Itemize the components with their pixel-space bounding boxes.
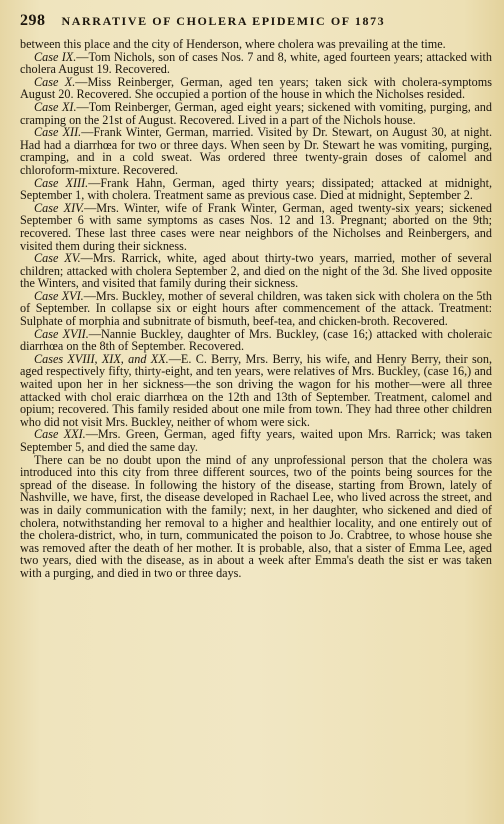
case-label: Case XV. bbox=[34, 251, 81, 266]
case-paragraph bbox=[20, 290, 492, 328]
paragraph-text: between this place and the city of Henderson, where cholera was prevailing at the time. bbox=[20, 37, 446, 51]
case-paragraph bbox=[20, 252, 492, 290]
case-paragraph bbox=[20, 428, 492, 453]
page-number: 298 bbox=[20, 12, 46, 29]
case-text: —Mrs. Rarrick, white, aged about thirty-two years, married, mother of several children; attacked with cholera September 2, and died on the night of the 3d. She lived opposite the Winters, and visited that family during their sickness. bbox=[20, 251, 492, 291]
case-label: Case IX. bbox=[34, 49, 77, 64]
case-text: —E. C. Berry, Mrs. Berry, his wife, and Henry Berry, their son, aged respectively fifty, thirty-eight, and ten years, were relatives of Mrs. Buckley, (case 16,) and waited upon her in her sickness—the son driving the wagon for his mother—were all three attacked with chol eraic diarrhœa on the 12th and 13th of September. Treatment, calomel and opium; recovered. This family resided about one mile from town. They had three other children who did not visit Mrs. Buckley, neither of whom were sick. bbox=[20, 351, 492, 429]
case-label: Cases XVIII, XIX, and XX. bbox=[34, 351, 169, 366]
case-label: Case XII. bbox=[34, 125, 82, 140]
case-label: Case XXI. bbox=[34, 427, 86, 442]
case-paragraph bbox=[20, 126, 492, 176]
case-text: —Tom Nichols, son of cases Nos. 7 and 8, white, aged fourteen years; attacked with cholera August 19. Recovered. bbox=[20, 49, 492, 77]
case-text: —Frank Hahn, German, aged thirty years; dissipated; attacked at midnight, September 1, with cholera. Treatment same as previous case. Died at midnight, September 2. bbox=[20, 175, 492, 203]
case-paragraph bbox=[20, 101, 492, 126]
running-title: NARRATIVE OF CHOLERA EPIDEMIC OF 1873 bbox=[61, 14, 386, 28]
case-text: —Tom Reinberger, German, aged eight years; sickened with vomiting, purging, and cramping on the 21st of August. Recovered. Lived in a part of the Nichols house. bbox=[20, 99, 492, 127]
case-label: Case XIV. bbox=[34, 200, 85, 215]
case-label: Case X. bbox=[34, 74, 76, 89]
case-paragraph bbox=[20, 202, 492, 252]
paragraph bbox=[20, 454, 492, 580]
page-body bbox=[20, 38, 492, 580]
case-label: Case XI. bbox=[34, 99, 77, 114]
case-label: Case XVII. bbox=[34, 326, 89, 341]
page-header bbox=[20, 12, 492, 34]
case-label: Case XVI. bbox=[34, 288, 84, 303]
case-text: —Mrs. Winter, wife of Frank Winter, German, aged twenty-six years; sickened September 6 with same symptoms as cases Nos. 12 and 13. Pregnant; aborted on the 9th; recovered. These last three cases were near neighbors of the Nicholses and Reinbergers, and visited them during their sickness. bbox=[20, 200, 492, 253]
case-paragraph bbox=[20, 76, 492, 101]
case-label: Case XIII. bbox=[34, 175, 89, 190]
case-text: —Nannie Buckley, daughter of Mrs. Buckley, (case 16;) attacked with choleraic diarrhœa on the 8th of September. Recovered. bbox=[20, 326, 492, 354]
case-text: —Mrs. Buckley, mother of several children, was taken sick with cholera on the 5th of September. In collapse six or eight hours after commencement of the attack. Treatment: Sulphate of morphia and subnitrate of bismuth, beef-tea, and chicken-broth. Recovered. bbox=[20, 288, 492, 329]
case-paragraph bbox=[20, 353, 492, 429]
paragraph-text: There can be no doubt upon the mind of any unprofessional person that the cholera was introduced into this city from three different sources, two of the points being sources for the spread of the disease. In following the history of the disease, starting from Brown, lately of Nashville, we have, first, the disease developed in Rachael Lee, who lived across the street, and was in daily communication with the family; next, in her daughter, who sickened and died of cholera, notwithstanding her removal to a higher and healthier locality, and one entirely out of the cholera-district, who, in turn, communicated the poison to Jo. Crabtree, to whose house she was removed after the death of her mother. It is probable, also, that a sister of Emma Lee, aged two years, died with the disease, as in about a week after Emma's death the sist er was taken with a purging, and died in two or three days. bbox=[20, 452, 492, 580]
case-text: —Miss Reinberger, German, aged ten years; taken sick with cholera-symptoms August 20. Recovered. She occupied a portion of the house in which the Nicholses resided. bbox=[20, 74, 492, 102]
case-text: —Frank Winter, German, married. Visited by Dr. Stewart, on August 30, at night. Had had a diarrhœa for two or three days. When seen by Dr. Stewart he was vomiting, purging, cramping, and in a cold sweat. Was ordered three twenty-grain doses of calomel and chloroform-mixture. Recovered. bbox=[20, 125, 493, 177]
case-paragraph bbox=[20, 328, 492, 353]
case-text: —Mrs. Green, German, aged fifty years, waited upon Mrs. Rarrick; was taken September 5, and died the same day. bbox=[20, 427, 492, 454]
case-paragraph bbox=[20, 177, 492, 202]
case-paragraph bbox=[20, 51, 492, 76]
